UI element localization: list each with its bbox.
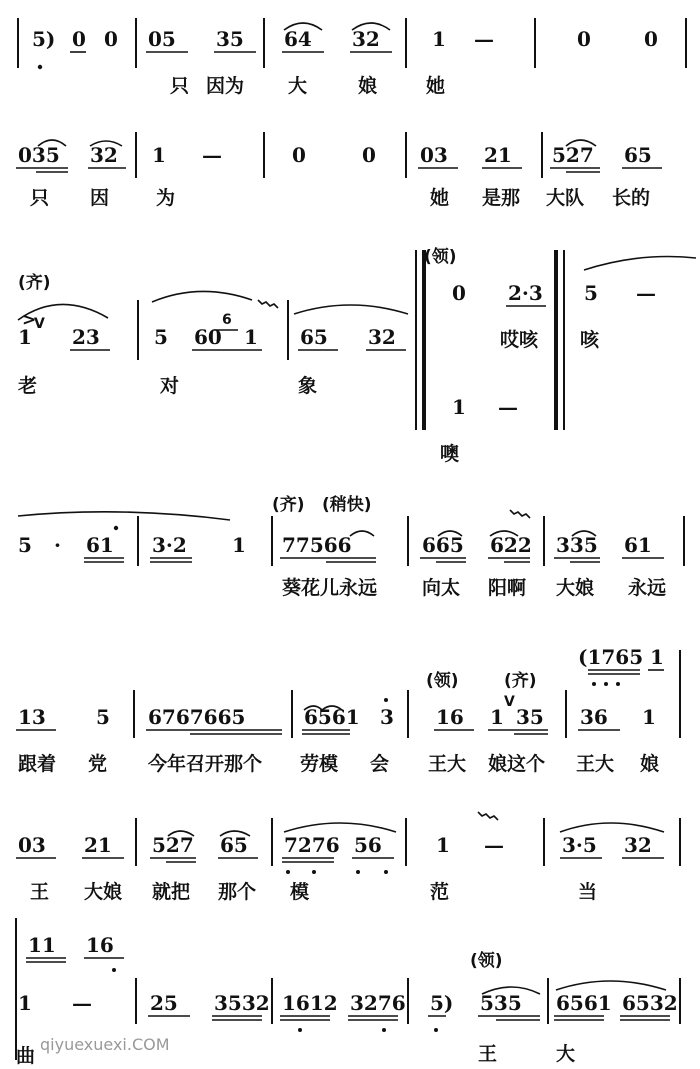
note: 36 <box>580 705 608 729</box>
staff-row-2 <box>16 132 662 209</box>
lyric: 长的 <box>612 187 651 209</box>
note: 1 <box>642 705 656 729</box>
note: 1 <box>452 395 466 419</box>
note: 23 <box>72 325 100 349</box>
dot: · <box>54 533 61 557</box>
dash: — <box>498 395 518 419</box>
note: 6561 <box>304 705 360 729</box>
part-mark: (领) <box>426 671 459 691</box>
lyric: 老 <box>18 375 38 397</box>
lyric: 对 <box>160 375 180 397</box>
dash: — <box>72 991 92 1015</box>
note: 13 <box>18 705 46 729</box>
note: 0 <box>292 143 306 167</box>
note: 5 <box>18 533 32 557</box>
lyric: 就把 <box>152 881 191 903</box>
note: 35 <box>516 705 544 729</box>
lyric: 会 <box>370 753 390 775</box>
lyric: 永远 <box>628 577 667 599</box>
lyric: 党 <box>88 753 108 775</box>
lyric: 因为 <box>206 75 245 97</box>
note: 32 <box>352 27 380 51</box>
accent: > <box>22 310 37 330</box>
lyric: 曲 <box>16 1045 36 1067</box>
note: 6532 <box>622 991 678 1015</box>
note: 03 <box>18 833 46 857</box>
lyric: 王大 <box>428 753 467 775</box>
note: 6561 <box>556 991 612 1015</box>
lyric: 哎咳 <box>500 329 539 351</box>
lyric: 范 <box>430 881 450 903</box>
note: 6767665 <box>148 705 246 729</box>
note: 21 <box>84 833 112 857</box>
note: 65 <box>300 325 328 349</box>
grace-note: 6 <box>222 312 232 328</box>
note: (1765 <box>578 645 644 669</box>
lyric: 噢 <box>440 443 460 465</box>
lyric: 大队 <box>546 187 585 209</box>
lyric: 劳模 <box>300 753 339 775</box>
lyric: 娘这个 <box>488 753 546 775</box>
part-mark: (齐) <box>18 273 51 293</box>
lyric: 模 <box>290 881 310 903</box>
note: 16 <box>86 933 114 957</box>
part-mark: (领) <box>470 951 503 971</box>
note: 60 <box>194 325 222 349</box>
note: 32 <box>368 325 396 349</box>
note: 61 <box>624 533 652 557</box>
lyric: 她 <box>430 187 450 209</box>
lyric: 咳 <box>580 329 600 351</box>
note: 3·5 <box>562 833 597 857</box>
note: 03 <box>420 143 448 167</box>
note: 1 <box>244 325 258 349</box>
note: 56 <box>354 833 382 857</box>
lyric: 因 <box>90 187 110 209</box>
lyric: 大 <box>556 1043 576 1065</box>
note: 1 <box>436 833 450 857</box>
note: 5) <box>32 27 56 51</box>
lyric: 葵花儿永远 <box>282 577 378 599</box>
note: 535 <box>480 991 522 1015</box>
note: 5) <box>430 991 454 1015</box>
lyric: 只 <box>30 187 50 209</box>
note: 0 <box>577 27 591 51</box>
note: 11 <box>28 933 56 957</box>
note: 1 <box>232 533 246 557</box>
note: 32 <box>90 143 118 167</box>
note: 0 <box>452 281 466 305</box>
note: 1 <box>432 27 446 51</box>
lyric: 王 <box>30 881 50 903</box>
note: 335 <box>556 533 598 557</box>
note: 1612 <box>282 991 338 1015</box>
note: 527 <box>552 143 594 167</box>
dash: — <box>636 281 656 305</box>
lyric: 她 <box>426 75 446 97</box>
note: 16 <box>436 705 464 729</box>
dash: — <box>202 143 222 167</box>
note: 0 <box>362 143 376 167</box>
lyric: 大娘 <box>84 881 123 903</box>
lyric: 王 <box>478 1043 498 1065</box>
note: 64 <box>284 27 312 51</box>
note: 35 <box>216 27 244 51</box>
note: 3·2 <box>152 533 187 557</box>
lyric: 娘 <box>358 75 378 97</box>
dash: — <box>484 833 504 857</box>
part-mark: (领) <box>424 247 457 267</box>
note: 05 <box>148 27 176 51</box>
note: 77566 <box>282 533 352 557</box>
lyric: 娘 <box>640 753 660 775</box>
note: 1 <box>152 143 166 167</box>
note: 5 <box>584 281 598 305</box>
note: 035 <box>18 143 60 167</box>
note: 32 <box>624 833 652 857</box>
lyric: 今年召开那个 <box>148 753 263 775</box>
lyric: 跟着 <box>18 753 57 775</box>
note: 65 <box>624 143 652 167</box>
note: 65 <box>220 833 248 857</box>
note: 1 <box>650 645 664 669</box>
note: 5 <box>154 325 168 349</box>
note: 21 <box>484 143 512 167</box>
lyric: 为 <box>156 187 176 209</box>
lyric: 向太 <box>422 577 461 599</box>
note: 25 <box>150 991 178 1015</box>
note: 1 <box>18 991 32 1015</box>
staff-row-7 <box>16 918 680 1067</box>
note: 3532 <box>214 991 270 1015</box>
note: 1 <box>490 705 504 729</box>
lyric: 王大 <box>576 753 615 775</box>
lyric: 大娘 <box>556 577 595 599</box>
tempo-mark: (稍快) <box>322 495 372 515</box>
staff-row-3 <box>18 246 696 465</box>
staff-row-4 <box>18 494 684 599</box>
dot-below <box>38 65 42 69</box>
note: 1 <box>18 325 32 349</box>
staff-row-6 <box>16 812 680 903</box>
note: 665 <box>422 533 464 557</box>
note: 3276 <box>350 991 406 1015</box>
dash: — <box>474 27 494 51</box>
note: 2·3 <box>508 281 543 305</box>
note: 0 <box>72 27 86 51</box>
note: 0 <box>644 27 658 51</box>
breath-mark: V <box>34 316 45 332</box>
note: 7276 <box>284 833 340 857</box>
lyric: 阳啊 <box>488 577 527 599</box>
staff-row-1 <box>18 18 686 97</box>
note: 61 <box>86 533 114 557</box>
watermark: qiyuexuexi.COM <box>40 1035 170 1054</box>
lyric: 大 <box>288 75 308 97</box>
note: 527 <box>152 833 194 857</box>
lyric: 只 <box>170 75 190 97</box>
note: 622 <box>490 533 532 557</box>
lyric: 当 <box>578 881 598 903</box>
part-mark: (齐) <box>272 495 305 515</box>
lyric: 是那 <box>482 187 521 209</box>
note: 5 <box>96 705 110 729</box>
part-mark: (齐) <box>504 671 537 691</box>
lyric: 那个 <box>218 881 257 903</box>
breath-mark: V <box>504 694 515 710</box>
note: 0 <box>104 27 118 51</box>
lyric: 象 <box>298 375 318 397</box>
note: 3 <box>380 705 394 729</box>
staff-row-5 <box>16 645 680 775</box>
